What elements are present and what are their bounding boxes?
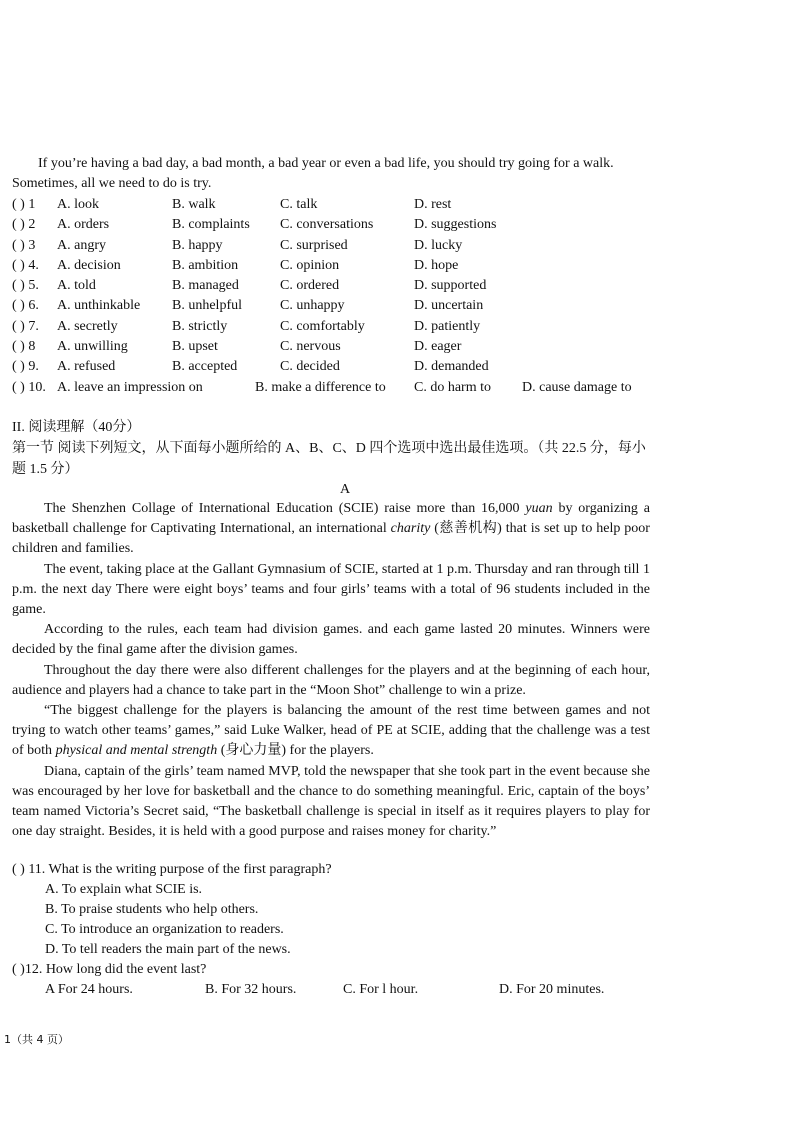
cloze-question-7 bbox=[12, 317, 662, 337]
option-d: D. cause damage to bbox=[522, 379, 632, 395]
option-d: D. lucky bbox=[414, 237, 463, 253]
answer-bracket[interactable]: ( ) 6. bbox=[12, 298, 39, 314]
option-d: D. rest bbox=[414, 197, 452, 212]
option-b: B. accepted bbox=[172, 359, 238, 375]
answer-bracket[interactable]: ( ) 7. bbox=[12, 318, 39, 334]
cloze-question-5 bbox=[12, 276, 662, 296]
option-a: A. orders bbox=[57, 217, 110, 233]
paragraph-2: The event, taking place at the Gallant Gymnasium of SCIE, started at 1 p.m. Thursday and ran through till 1 p.m. the next day There were eight boys’ teams and four girls’ teams with a total of 96 students included in the game. bbox=[12, 561, 650, 618]
option-c: C. nervous bbox=[280, 339, 341, 355]
reading-passage bbox=[12, 499, 650, 842]
option-a: A. look bbox=[57, 197, 99, 212]
option-b: B. walk bbox=[172, 197, 216, 212]
option-c: C. For l hour. bbox=[343, 982, 419, 997]
option-c: C. opinion bbox=[280, 257, 340, 273]
page-footer: 1（共 4 页） bbox=[4, 1033, 69, 1046]
option-d: D. For 20 minutes. bbox=[499, 982, 605, 997]
option-d: D. suggestions bbox=[414, 217, 497, 233]
cloze-intro-text: If you’re having a bad day, a bad month, a bad year or even a bad life, you should try going for a walk. Sometimes, all we need to do is try. bbox=[12, 156, 614, 191]
reading-question-11 bbox=[12, 860, 662, 960]
cloze-options bbox=[12, 195, 662, 398]
option-d: D. eager bbox=[414, 339, 462, 355]
answer-bracket[interactable]: ( ) 3 bbox=[12, 237, 36, 253]
cloze-question-6 bbox=[12, 296, 662, 316]
cloze-question-1 bbox=[12, 195, 662, 215]
option-b: B. managed bbox=[172, 278, 239, 294]
option-a: A. refused bbox=[57, 359, 116, 375]
option-a: A. decision bbox=[57, 257, 121, 273]
option-d: D. demanded bbox=[414, 359, 489, 375]
option-b: B. complaints bbox=[172, 217, 250, 233]
answer-bracket[interactable]: ( ) 8 bbox=[12, 339, 36, 355]
option-c: C. comfortably bbox=[280, 318, 365, 334]
cloze-question-3 bbox=[12, 236, 662, 256]
cloze-question-9 bbox=[12, 357, 662, 377]
option-a: A. unthinkable bbox=[57, 298, 141, 314]
options-row bbox=[12, 980, 662, 1000]
paragraph-5: “The biggest challenge for the players is balancing the amount of the rest time between games and not trying to watch other teams’ games,” said Luke Walker, head of PE at SCIE, adding that the challenge was a test of both physical and mental strength (身心力量) for the players. bbox=[12, 703, 650, 759]
option-c: C. conversations bbox=[280, 217, 374, 233]
option-d: D. patiently bbox=[414, 318, 481, 334]
option-c: C. surprised bbox=[280, 237, 348, 253]
option-a: A. leave an impression on bbox=[57, 379, 203, 395]
option-b: B. make a difference to bbox=[255, 379, 386, 395]
answer-bracket[interactable]: ( ) 9. bbox=[12, 359, 39, 375]
answer-bracket[interactable]: ( ) 5. bbox=[12, 278, 39, 294]
option-b: B. To praise students who help others. bbox=[45, 902, 259, 917]
answer-bracket[interactable]: ( ) 10. bbox=[12, 379, 46, 395]
option-c: C. talk bbox=[280, 197, 318, 212]
option-c: C. unhappy bbox=[280, 298, 345, 314]
option-b: B. For 32 hours. bbox=[205, 982, 297, 997]
option-b: B. unhelpful bbox=[172, 298, 242, 314]
section-instruction: 第一节 阅读下列短文，从下面每小题所给的 A、B、C、D 四个选项中选出最佳选项。（共 22.5 分，每小题 1.5 分） bbox=[12, 441, 646, 477]
option-d: D. To tell readers the main part of the news. bbox=[45, 942, 291, 957]
option-b: B. happy bbox=[172, 237, 223, 253]
cloze-question-10 bbox=[12, 378, 662, 398]
option-c: C. do harm to bbox=[414, 379, 491, 395]
cloze-question-8 bbox=[12, 337, 662, 357]
answer-bracket[interactable]: ( ) 2 bbox=[12, 217, 36, 233]
paragraph-3: According to the rules, each team had division games. and each game lasted 20 minutes. Winners were decided by the final game after the division games. bbox=[12, 622, 650, 658]
option-a: A. To explain what SCIE is. bbox=[45, 882, 203, 897]
question-stem[interactable]: ( ) 11. What is the writing purpose of the first paragraph? bbox=[12, 862, 332, 877]
cloze-intro bbox=[12, 154, 652, 194]
option-b: B. upset bbox=[172, 339, 218, 355]
paragraph-4: Throughout the day there were also different challenges for the players and at the beginning of each hour, audience and players had a chance to take part in the “Moon Shot” challenge to win a prize. bbox=[12, 662, 650, 698]
option-d: D. hope bbox=[414, 257, 459, 273]
option-a: A. secretly bbox=[57, 318, 118, 334]
option-a: A. told bbox=[57, 278, 96, 294]
option-d: D. uncertain bbox=[414, 298, 484, 314]
passage-letter: A bbox=[340, 482, 351, 497]
option-d: D. supported bbox=[414, 278, 487, 294]
option-c: C. decided bbox=[280, 359, 340, 375]
reading-question-12 bbox=[12, 960, 662, 1000]
answer-bracket[interactable]: ( ) 1 bbox=[12, 197, 36, 212]
cloze-question-4 bbox=[12, 256, 662, 276]
option-a: A. unwilling bbox=[57, 339, 128, 355]
option-b: B. strictly bbox=[172, 318, 228, 334]
option-c: C. ordered bbox=[280, 278, 340, 294]
paragraph-1: The Shenzhen Collage of International Education (SCIE) raise more than 16,000 yuan by organizing a basketball challenge for Captivating International, an international charity (慈善机构) that is set up to help poor children and families. bbox=[12, 501, 650, 557]
answer-bracket[interactable]: ( ) 4. bbox=[12, 257, 39, 273]
paragraph-6: Diana, captain of the girls’ team named MVP, told the newspaper that she took part in the event because she was encouraged by her love for basketball and the chance to do something meaningful. Eric, captain of the boys’ team named Victoria’s Secret said, “The basketball challenge is special in itself as it requires players to play for one day straight. Besides, it is held with a good purpose and raises money for charity.” bbox=[12, 763, 650, 840]
option-a: A. angry bbox=[57, 237, 106, 253]
cloze-question-2 bbox=[12, 215, 662, 235]
option-a: A For 24 hours. bbox=[45, 982, 133, 997]
option-c: C. To introduce an organization to readers. bbox=[45, 922, 284, 937]
question-stem[interactable]: ( )12. How long did the event last? bbox=[12, 962, 207, 977]
section-title: II. 阅读理解（40分） bbox=[12, 420, 141, 435]
option-b: B. ambition bbox=[172, 257, 239, 273]
